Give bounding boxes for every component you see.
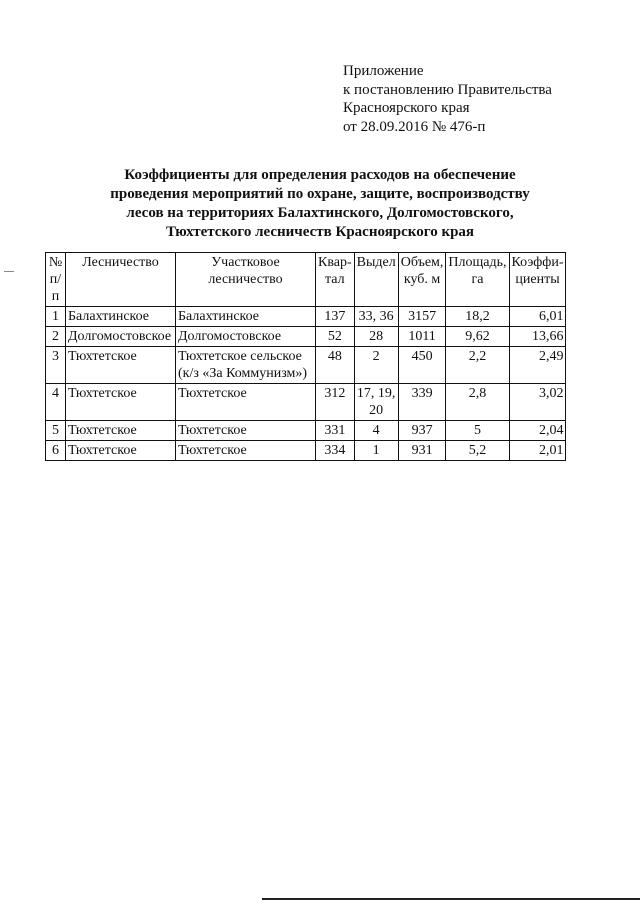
table-row [46,307,566,327]
cell-quarter: 137 [316,307,355,327]
cell-coef: 2,04 [509,421,566,441]
cell-num: 2 [46,327,66,347]
cell-quarter: 52 [316,327,355,347]
cell-district: Долгомостовское [176,327,316,347]
cell-area: 2,8 [446,384,509,421]
cell-volume: 339 [398,384,446,421]
header-district: Участковое лесничество [176,253,316,307]
scan-edge-line [262,898,640,900]
header-forestry: Лесничество [66,253,176,307]
cell-area: 5,2 [446,441,509,461]
header-volume: Объем, куб. м [398,253,446,307]
table-row [46,441,566,461]
cell-coef: 2,01 [509,441,566,461]
cell-forestry: Тюхтетское [66,441,176,461]
table-row [46,421,566,441]
cell-plot: 1 [354,441,398,461]
cell-coef: 6,01 [509,307,566,327]
header-plot: Выдел [354,253,398,307]
document-title [40,166,600,242]
appendix-line: от 28.09.2016 № 476-п [343,118,486,135]
margin-mark [4,271,14,272]
cell-area: 9,62 [446,327,509,347]
cell-quarter: 331 [316,421,355,441]
title-line: Коэффициенты для определения расходов на обеспечение [124,167,516,183]
header-area: Площадь, га [446,253,509,307]
header-num: № п/п [46,253,66,307]
cell-coef: 3,02 [509,384,566,421]
cell-district: Тюхтетское сельское (к/з «За Коммунизм») [176,347,316,384]
cell-volume: 450 [398,347,446,384]
cell-forestry: Тюхтетское [66,384,176,421]
cell-plot: 33, 36 [354,307,398,327]
cell-plot: 28 [354,327,398,347]
cell-forestry: Долгомостовское [66,327,176,347]
table-row [46,327,566,347]
cell-area: 18,2 [446,307,509,327]
cell-num: 4 [46,384,66,421]
cell-quarter: 312 [316,384,355,421]
cell-plot: 4 [354,421,398,441]
cell-volume: 1011 [398,327,446,347]
appendix-line: Красноярского края [343,100,470,116]
cell-district: Тюхтетское [176,384,316,421]
cell-quarter: 48 [316,347,355,384]
appendix-line: Приложение [343,63,424,79]
title-line: лесов на территориях Балахтинского, Долгомостовского, [126,205,514,221]
cell-plot: 17, 19, 20 [354,384,398,421]
header-quarter: Квар- тал [316,253,355,307]
cell-num: 6 [46,441,66,461]
cell-coef: 2,49 [509,347,566,384]
table-row [46,347,566,384]
cell-num: 5 [46,421,66,441]
cell-num: 3 [46,347,66,384]
cell-district: Балахтинское [176,307,316,327]
cell-volume: 931 [398,441,446,461]
cell-forestry: Тюхтетское [66,347,176,384]
cell-district: Тюхтетское [176,441,316,461]
table-header-row [46,253,566,307]
appendix-line: к постановлению Правительства [343,81,552,98]
cell-num: 1 [46,307,66,327]
cell-area: 2,2 [446,347,509,384]
header-coef: Коэффи- циенты [509,253,566,307]
cell-coef: 13,66 [509,327,566,347]
cell-area: 5 [446,421,509,441]
title-line: проведения мероприятий по охране, защите, воспроизводству [110,186,530,202]
cell-district: Тюхтетское [176,421,316,441]
cell-forestry: Тюхтетское [66,421,176,441]
coefficients-table [45,252,566,461]
cell-plot: 2 [354,347,398,384]
title-line: Тюхтетского лесничеств Красноярского края [165,224,475,240]
table-row [46,384,566,421]
cell-volume: 3157 [398,307,446,327]
cell-forestry: Балахтинское [66,307,176,327]
cell-quarter: 334 [316,441,355,461]
appendix-block [343,62,552,136]
cell-volume: 937 [398,421,446,441]
